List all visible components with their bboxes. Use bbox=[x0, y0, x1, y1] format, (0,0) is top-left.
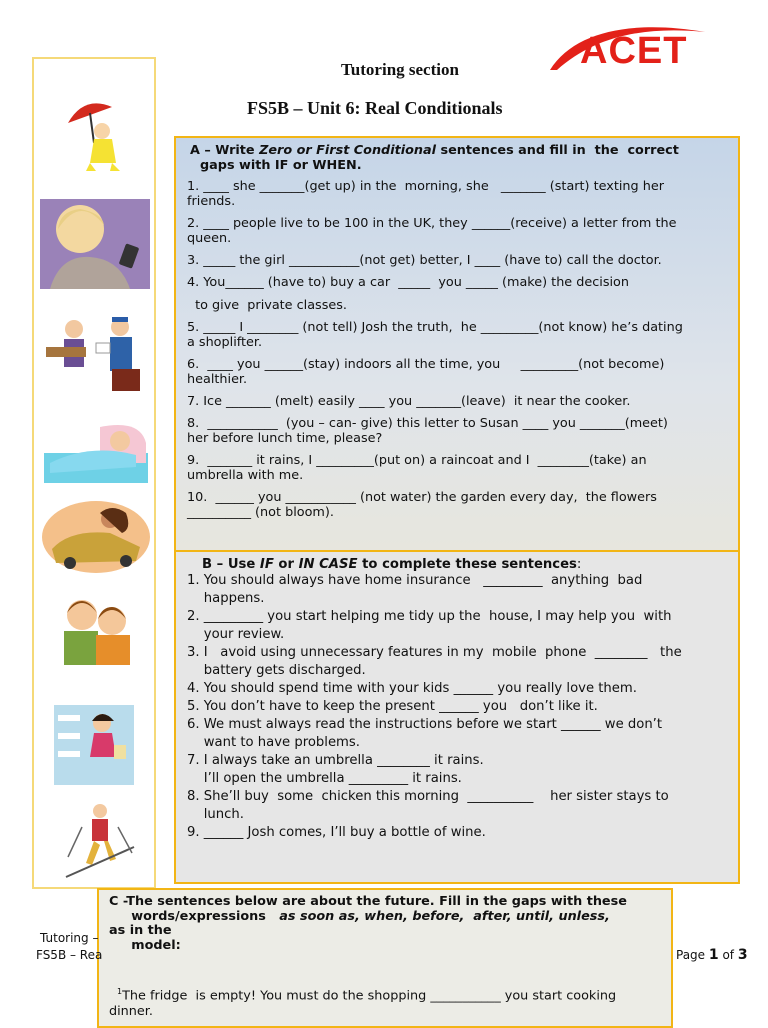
section-a-heading-italic: Zero or First Conditional bbox=[259, 143, 437, 158]
footer-line2: FS5B – Rea bbox=[36, 948, 103, 962]
section-b-heading-prefix: B – Use bbox=[202, 557, 260, 572]
section-b-heading-if: IF bbox=[259, 557, 274, 572]
section-b-line: 9. ______ Josh comes, I’ll buy a bottle of wine. bbox=[187, 825, 486, 840]
section-a-line: umbrella with me. bbox=[187, 468, 304, 483]
section-b-line: 2. _________ you start helping me tidy up the house, I may help you with bbox=[187, 609, 672, 624]
page-current: 1 bbox=[708, 947, 719, 963]
page-number bbox=[676, 947, 748, 963]
section-b-line: 5. You don’t have to keep the present ______ you don’t like it. bbox=[187, 699, 598, 714]
section-a-line: 7. Ice _______ (melt) easily ____ you _______(leave) it near the cooker. bbox=[187, 394, 631, 409]
section-a-line: queen. bbox=[187, 231, 232, 246]
section-a-heading bbox=[190, 143, 679, 159]
section-b-heading-rest: to complete these sentences bbox=[357, 557, 577, 572]
section-b-line: 4. You should spend time with your kids ______ you really love them. bbox=[187, 681, 637, 696]
sidebar-illustrations bbox=[32, 57, 156, 889]
section-a-line: 5. _____ I ________ (not tell) Josh the truth, he _________(not know) he’s dating bbox=[187, 320, 683, 335]
section-b-line: happens. bbox=[187, 591, 265, 606]
section-a-line: a shoplifter. bbox=[187, 335, 263, 350]
section-b-line: 8. She’ll buy some chicken this morning __________ her sister stays to bbox=[187, 789, 669, 804]
section-b-line: 1. You should always have home insurance _________ anything bad bbox=[187, 573, 643, 588]
section-a-line: 6. ____ you ______(stay) indoors all the time, you _________(not become) bbox=[187, 357, 665, 372]
skier-icon bbox=[60, 797, 140, 881]
section-b-heading-colon: : bbox=[576, 557, 582, 572]
section-b-line: battery gets discharged. bbox=[187, 663, 366, 678]
section-c-heading-prefix: words/expressions bbox=[109, 909, 280, 924]
section-a-line: 10. ______ you ___________ (not water) the garden every day, the flowers bbox=[187, 490, 657, 505]
section-b-line: 7. I always take an umbrella ________ it rains. bbox=[187, 753, 484, 768]
woman-phone-icon bbox=[40, 199, 150, 289]
section-a-line: her before lunch time, please? bbox=[187, 431, 383, 446]
section-b-heading-or: or bbox=[273, 557, 299, 572]
section-c-heading-line3: as in the bbox=[109, 923, 172, 938]
section-a-line: to give private classes. bbox=[187, 298, 347, 313]
unit-title: FS5B – Unit 6: Real Conditionals bbox=[247, 98, 503, 118]
section-a-line: __________ (not bloom). bbox=[187, 505, 334, 520]
section-a-heading-prefix: A – Write bbox=[190, 143, 260, 158]
section-b-line: 6. We must always read the instructions before we start ______ we don’t bbox=[187, 717, 663, 732]
section-c-model-line1 bbox=[117, 984, 616, 1004]
section-b-line: your review. bbox=[187, 627, 285, 642]
section-a-heading-line2: gaps with IF or WHEN. bbox=[200, 158, 362, 173]
model-text: The fridge is empty! You must do the shopping ___________ you start cooking bbox=[122, 988, 617, 1004]
section-a-box bbox=[174, 136, 740, 552]
footer-line1: Tutoring – bbox=[40, 931, 99, 945]
page-title: Tutoring section bbox=[341, 60, 459, 79]
section-a-line: 9. _______ it rains, I _________(put on) a raincoat and I ________(take) an bbox=[187, 453, 647, 468]
section-a-line: friends. bbox=[187, 194, 236, 209]
section-a-line: healthier. bbox=[187, 372, 248, 387]
section-c-model-line2: dinner. bbox=[109, 1004, 153, 1019]
logo-text: ACET bbox=[580, 30, 688, 72]
section-a-line: 1. ____ she _______(get up) in the morning, she _______ (start) texting her bbox=[187, 179, 664, 194]
model-superscript: 1 bbox=[117, 987, 123, 996]
section-a-line: 3. _____ the girl ___________(not get) better, I ____ (have to) call the doctor. bbox=[187, 253, 662, 268]
section-a-line: 8. ___________ (you – can- give) this letter to Susan ____ you _______(meet) bbox=[187, 416, 668, 431]
page-total: 3 bbox=[737, 947, 748, 963]
woman-shopping-icon bbox=[54, 705, 134, 785]
section-a-line: 4. You______ (have to) buy a car _____ you _____ (make) the decision bbox=[187, 275, 629, 290]
sick-child-icon bbox=[40, 413, 152, 489]
woman-driving-icon bbox=[40, 499, 152, 575]
section-c-heading-line2 bbox=[109, 909, 610, 925]
section-b-heading-incase: IN CASE bbox=[298, 557, 358, 572]
section-a-heading-rest: sentences and fill in the correct bbox=[436, 143, 679, 158]
section-b-line: lunch. bbox=[187, 807, 244, 822]
section-c-box bbox=[97, 888, 673, 1028]
section-b-box bbox=[174, 550, 740, 884]
page-of-label: of bbox=[718, 948, 738, 962]
page-label: Page bbox=[676, 948, 709, 962]
child-umbrella-icon bbox=[64, 93, 128, 173]
section-b-line: 3. I avoid using unnecessary features in my mobile phone ________ the bbox=[187, 645, 682, 660]
section-a-line: 2. ____ people live to be 100 in the UK, they ______(receive) a letter from the bbox=[187, 216, 677, 231]
section-c-heading-line4: model: bbox=[109, 938, 181, 953]
section-c-heading-italic: as soon as, when, before, after, until, unless, bbox=[279, 909, 610, 924]
two-boys-icon bbox=[50, 593, 142, 687]
section-b-line: I’ll open the umbrella _________ it rains. bbox=[187, 771, 462, 786]
section-c-heading-line1: C -The sentences below are about the future. Fill in the gaps with these bbox=[109, 894, 627, 909]
section-b-line: want to have problems. bbox=[187, 735, 360, 750]
man-mailman-icon bbox=[40, 307, 150, 397]
